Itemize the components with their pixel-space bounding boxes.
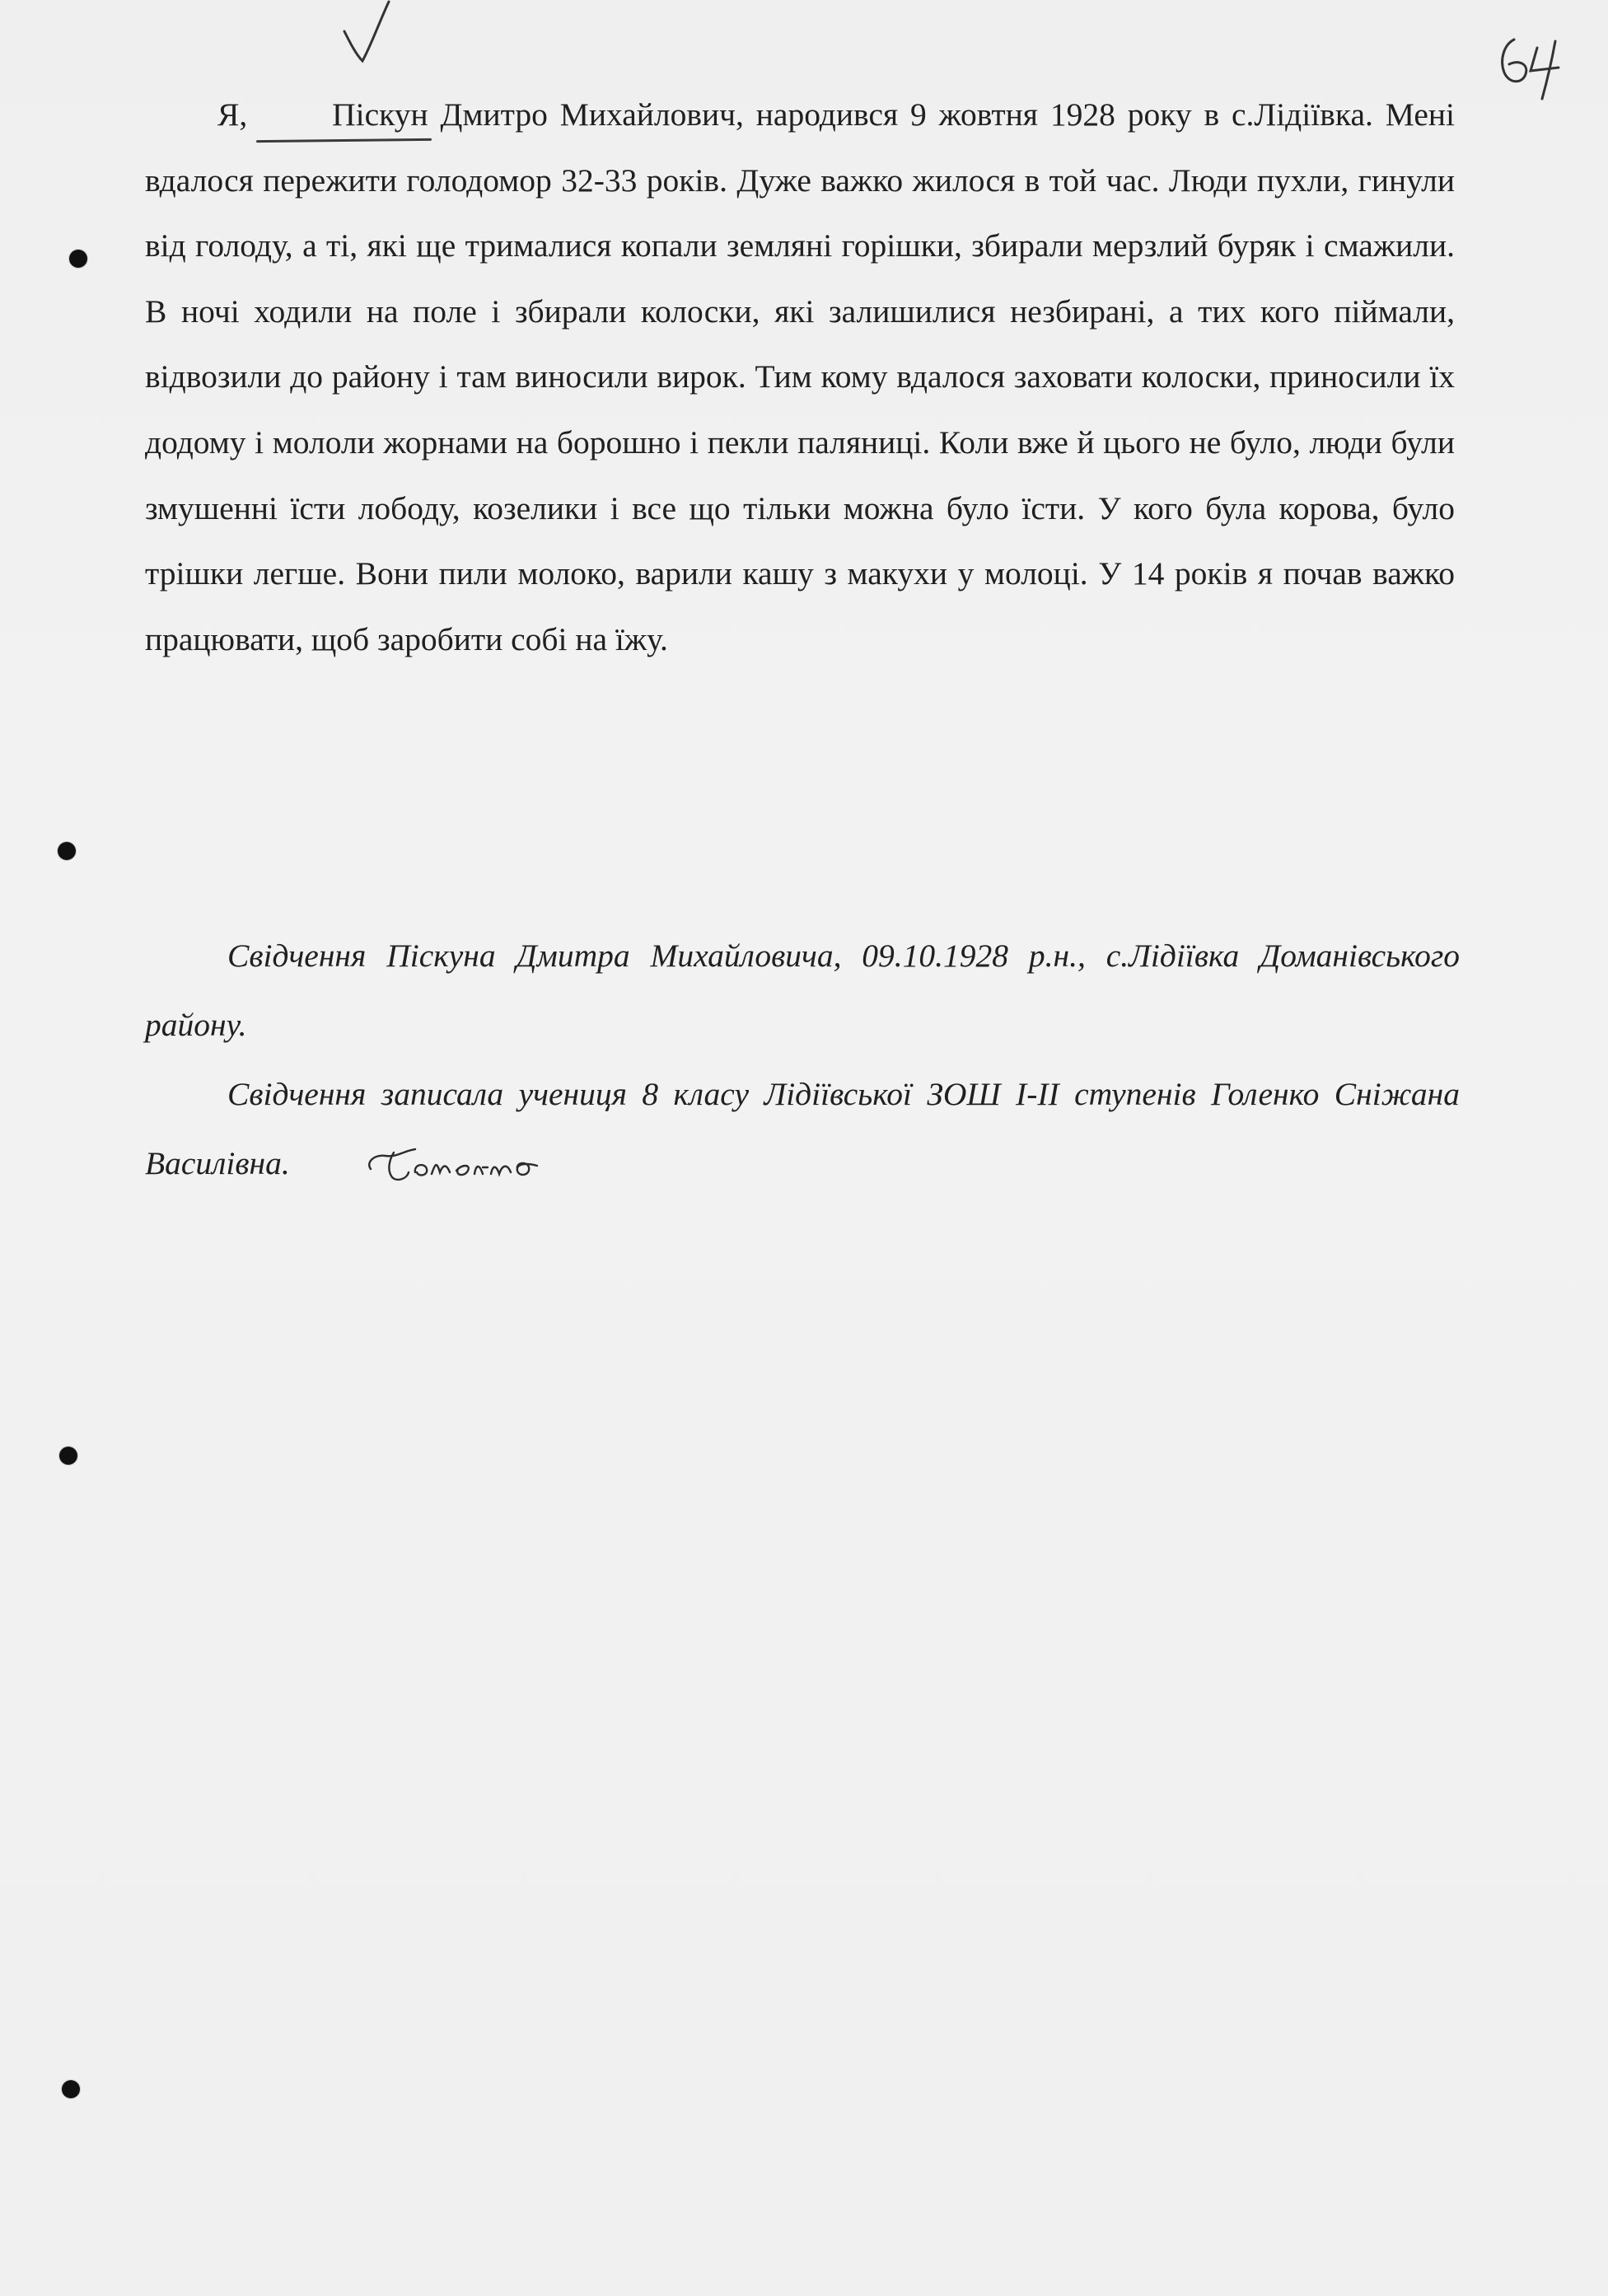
testimony-recorder-text: Свідчення записала учениця 8 класу Лідіївської ЗОШ І-ІІ ступенів Голенко Сніжана Василівна. (145, 1076, 1460, 1181)
paragraph-body: Дмитро Михайлович, народився 9 жовтня 1928 року в с.Лідіївка. Мені вдалося пережити голодомор 32-33 років. Дуже важко жилося в той час. Люди пухли, гинули від голоду, а ті, які ще трималися копали земляні горішки, збирали мерзлий буряк і смажили. В ночі ходили на поле і збирали колоски, які залишилися незбирані, а тих кого піймали, відвозили до району і там виносили вирок. Тим кому вдалося заховати колоски, приносили їх додому і мололи жорнами на борошно і пекли паляниці. Коли вже й цього не було, люди були змушенні їсти лободу, козелики і все що тільки можна було їсти. У кого була корова, було трішки легше. Вони пили молоко, варили кашу з макухи у молоці. У 14 років я почав важко працювати, щоб заробити собі на їжу. (145, 96, 1455, 657)
paragraph-start: Я, (217, 96, 260, 133)
testimony-subject-line: Свідчення Піскуна Дмитра Михайловича, 09.10.1928 р.н., с.Лідіївка Доманівського району. (145, 938, 1460, 1043)
punch-hole (59, 1447, 77, 1465)
testimony-recorder-line (145, 1059, 1460, 1198)
punch-hole (69, 250, 87, 268)
check-mark-icon (338, 0, 395, 66)
testimony-notes (145, 921, 1460, 1198)
underlined-surname: Піскун (259, 82, 428, 148)
handwritten-signature (364, 1139, 554, 1185)
punch-hole (62, 2080, 80, 2098)
page-number-handwritten (1491, 26, 1569, 101)
testimony-paragraph (145, 82, 1455, 672)
punch-hole (58, 842, 76, 860)
